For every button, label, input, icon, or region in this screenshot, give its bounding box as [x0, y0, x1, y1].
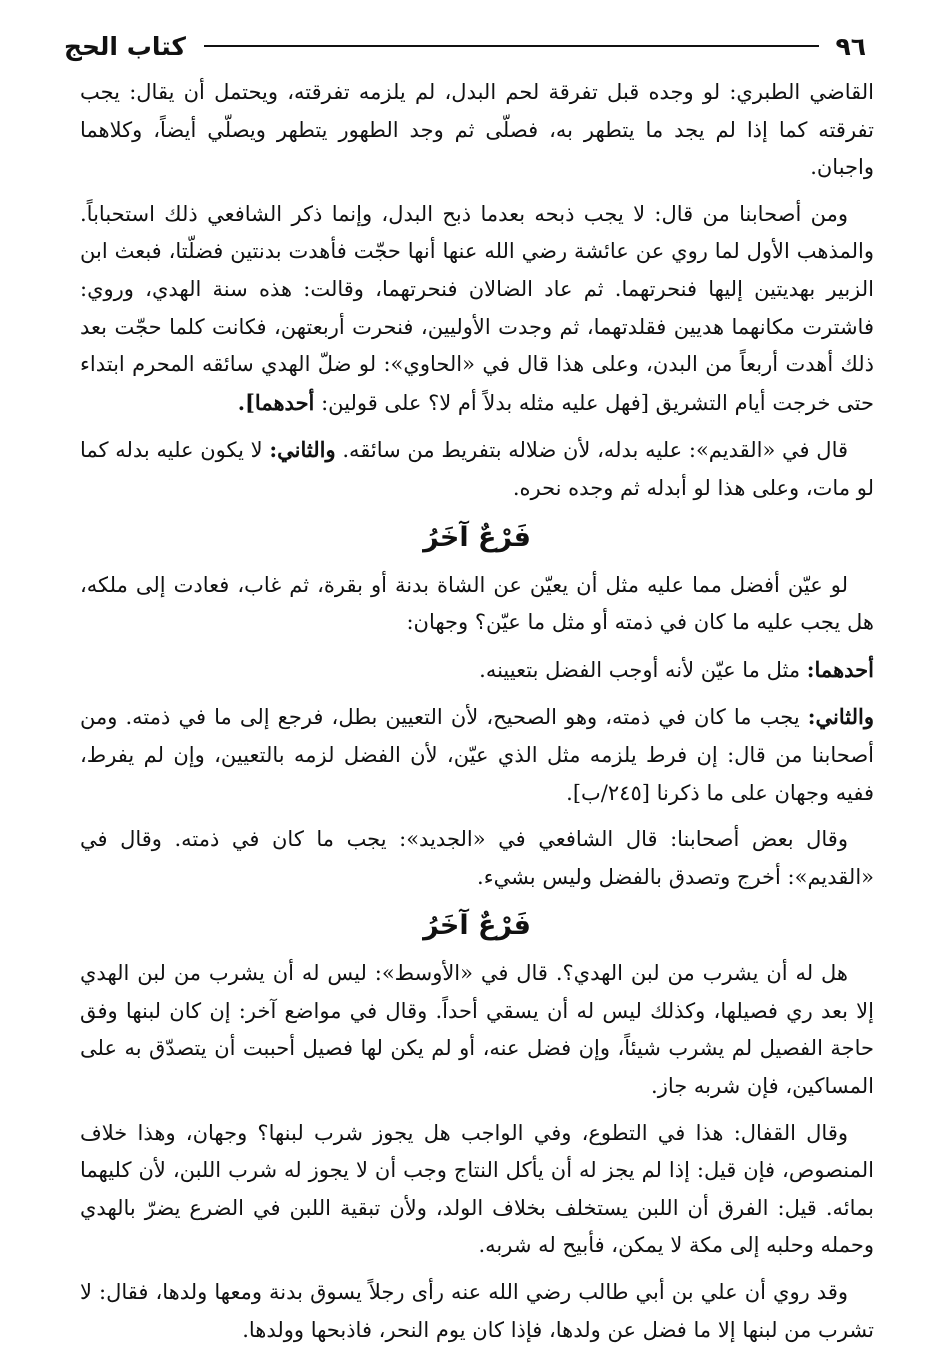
paragraph-7: وقال بعض أصحابنا: قال الشافعي في «الجديد»: يجب ما كان في ذمته. وقال في «القديم»: أخرج وتصدق بالفضل وليس بشيء.	[80, 827, 874, 889]
section-heading-2: فَرْعٌ آخَرُ	[423, 910, 531, 942]
page-number: ٩٦	[835, 31, 866, 61]
paragraph-3-text-a: قال في «القديم»: عليه بدله، لأن ضلاله بتفريط من سائقه.	[342, 438, 849, 463]
paragraph-5-text: مثل ما عيّن لأنه أوجب الفضل بتعيينه.	[479, 657, 801, 682]
paragraph-4: لو عيّن أفضل مما عليه مثل أن يعيّن عن الشاة بدنة أو بقرة، ثم غاب، فعادت إلى ملكه، هل يجب عليه ما كان في ذمته أو مثل ما عيّن؟ وجهان:	[80, 572, 874, 635]
paragraph-5-bold: أحدهما:	[806, 656, 874, 682]
paragraph-3-bold: والثاني:	[269, 437, 336, 463]
paragraph-3-text-b: لا يكون عليه بدله كما لو مات، وعلى هذا لو أبدله ثم وجده نحره.	[80, 438, 874, 500]
page-header	[64, 26, 866, 66]
page-body	[80, 74, 874, 1358]
paragraph-2	[80, 196, 874, 423]
paragraph-6-text: يجب ما كان في ذمته، وهو الصحيح، لأن التعيين بطل، فرجع إلى ما في ذمته. ومن أصحابنا من قال: إن فرط يلزمه مثل الذي عيّن، لأن الفضل لزمه بالتعيين، وإن لم يفرط، ففيه وجهان على ما ذكرنا [٢٤٥/ب].	[80, 705, 874, 805]
paragraph-2-text: ومن أصحابنا من قال: لا يجب ذبحه بعدما ذبح البدل، وإنما ذكر الشافعي ذلك استحباباً. والمذهب الأول لما روي عن عائشة رضي الله عنها أنها حجّت فأهدت بدنتين فضلّتا، فبعث ابن الزبير بهديتين إليها فنحرتهما. ثم عاد الضالان فنحرتهما، وقالت: هذه سنة الهدي، وروي: فاشترت مكانهما هديين فقلدتهما، ثم وجدت الأوليين، فنحرت أربعتهن، فكانت كلما حجّت بعد ذلك أهدت أربعاً من البدن، وعلى هذا قال في «الحاوي»: لو ضلّ الهدي سائقه المحرم ابتداء حتى خرجت أيام التشريق [فهل عليه مثله بدلاً أم لا؟ على قولين:	[80, 201, 874, 415]
paragraph-9: وقال القفال: هذا في التطوع، وفي الواجب هل يجوز شرب لبنها؟ وجهان، وهذا خلاف المنصوص، فإن قيل: إذا لم يجز له أن يأكل النتاج وجب أن لا يجوز له شرب اللبن، لأن كليهما بمائه. قيل: الفرق أن اللبن يستخلف بخلاف الولد، ولأن تبقية اللبن في الضرع يضرّ بالهدي وحمله وحلبه إلى مكة لا يمكن، فأبيح له شربه.	[80, 1120, 874, 1258]
header-rule	[204, 45, 820, 47]
paragraph-10: وقد روي أن علي بن أبي طالب رضي الله عنه رأى رجلاً يسوق بدنة ومعها ولدها، فقال: لا تشرب من لبنها إلا ما فضل عن ولدها، فإذا كان يوم النحر، فاذبحها وولدها.	[80, 1280, 874, 1342]
paragraph-5	[80, 651, 874, 690]
section-heading-1: فَرْعٌ آخَرُ	[423, 521, 531, 553]
paragraph-1: القاضي الطبري: لو وجده قبل تفرقة لحم البدل، لم يلزمه تفرقته، ويحتمل أن يقال: يجب تفرقته كما إذا لم يجد ما يتطهر به، فصلّى ثم وجد الطهور يتطهر ويصلّي أيضاً، وكلاهما واجبان.	[80, 80, 874, 180]
paragraph-2-bold: أحدهما].	[237, 389, 315, 415]
paragraph-6-bold: والثاني:	[807, 704, 874, 730]
paragraph-3	[80, 431, 874, 507]
running-title: كتاب الحج	[64, 31, 186, 61]
paragraph-8: هل له أن يشرب من لبن الهدي؟. قال في «الأوسط»: ليس له أن يشرب من لبن الهدي إلا بعد ري فصيلها، وكذلك ليس له أن يسقي أحداً. وقال في مواضع آخر: إن كان لبنها وفق حاجة الفصيل لم يشرب شيئاً، وإن فضل عنه، أو لم يكن لها فصيل أحببت أن يتصدّق به على المساكين، فإن شربه جاز.	[80, 961, 874, 1099]
paragraph-6	[80, 698, 874, 812]
